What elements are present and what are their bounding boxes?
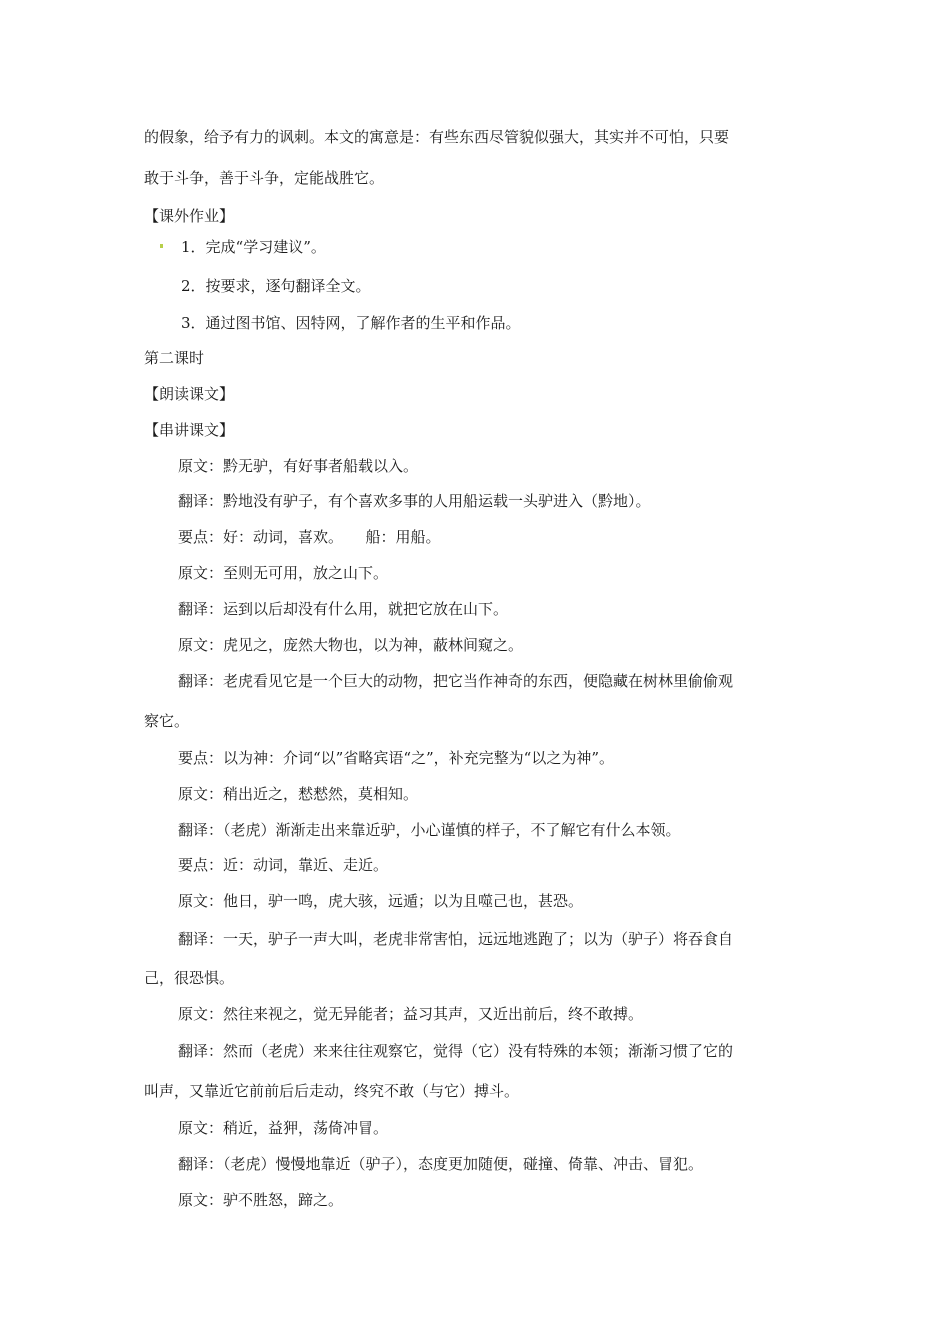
paragraph-line: 的假象，给予有力的讽刺。本文的寓意是：有些东西尽管貌似强大，其实并不可怕，只要 bbox=[144, 128, 730, 146]
bullet-mark bbox=[160, 244, 163, 248]
original-text-line: 原文：他日，驴一鸣，虎大骇，远遁；以为且噬己也，甚恐。 bbox=[178, 892, 584, 910]
translation-line: 翻译：（老虎）慢慢地靠近（驴子），态度更加随便，碰撞、倚靠、冲击、冒犯。 bbox=[178, 1155, 704, 1173]
lesson-heading: 第二课时 bbox=[144, 349, 205, 367]
translation-line: 翻译：黔地没有驴子，有个喜欢多事的人用船运载一头驴进入（黔地）。 bbox=[178, 492, 651, 510]
translation-line: 翻译：然而（老虎）来来往往观察它，觉得（它）没有特殊的本领；渐渐习惯了它的 bbox=[178, 1042, 734, 1060]
original-text-line: 原文：至则无可用，放之山下。 bbox=[178, 564, 389, 582]
section-heading: 【串讲课文】 bbox=[144, 421, 235, 439]
translation-line: 翻译：一天，驴子一声大叫，老虎非常害怕，远远地逃跑了；以为（驴子）将吞食自 bbox=[178, 930, 734, 948]
original-text-line: 原文：稍出近之，慭慭然，莫相知。 bbox=[178, 785, 419, 803]
original-text-line: 原文：虎见之，庞然大物也，以为神，蔽林间窥之。 bbox=[178, 636, 524, 654]
paragraph-line: 敢于斗争，善于斗争，定能战胜它。 bbox=[144, 169, 385, 187]
translation-line: 翻译：（老虎）渐渐走出来靠近驴，小心谨慎的样子，不了解它有什么本领。 bbox=[178, 821, 681, 839]
section-heading: 【课外作业】 bbox=[144, 207, 235, 225]
key-point-line: 要点：以为神：介词“以”省略宾语“之”，补充完整为“以之为神”。 bbox=[178, 749, 615, 767]
key-point-line: 要点：好：动词，喜欢。 船：用船。 bbox=[178, 528, 441, 546]
original-text-line: 原文：稍近，益狎，荡倚冲冒。 bbox=[178, 1119, 389, 1137]
original-text-line: 原文：黔无驴，有好事者船载以入。 bbox=[178, 457, 419, 475]
original-text-line: 原文：驴不胜怒，蹄之。 bbox=[178, 1191, 344, 1209]
section-heading: 【朗读课文】 bbox=[144, 385, 235, 403]
homework-item: 2．按要求，逐句翻译全文。 bbox=[181, 277, 371, 295]
translation-line: 己，很恐惧。 bbox=[144, 969, 235, 987]
homework-item: 3．通过图书馆、因特网，了解作者的生平和作品。 bbox=[181, 314, 521, 332]
translation-line: 察它。 bbox=[144, 712, 190, 730]
original-text-line: 原文：然往来视之，觉无异能者；益习其声，又近出前后，终不敢搏。 bbox=[178, 1005, 644, 1023]
key-point-line: 要点：近：动词，靠近、走近。 bbox=[178, 856, 389, 874]
translation-line: 翻译：运到以后却没有什么用，就把它放在山下。 bbox=[178, 600, 509, 618]
homework-item: 1．完成“学习建议”。 bbox=[181, 238, 326, 256]
translation-line: 翻译：老虎看见它是一个巨大的动物，把它当作神奇的东西，便隐藏在树林里偷偷观 bbox=[178, 672, 734, 690]
translation-line: 叫声，又靠近它前前后后走动，终究不敢（与它）搏斗。 bbox=[144, 1082, 520, 1100]
